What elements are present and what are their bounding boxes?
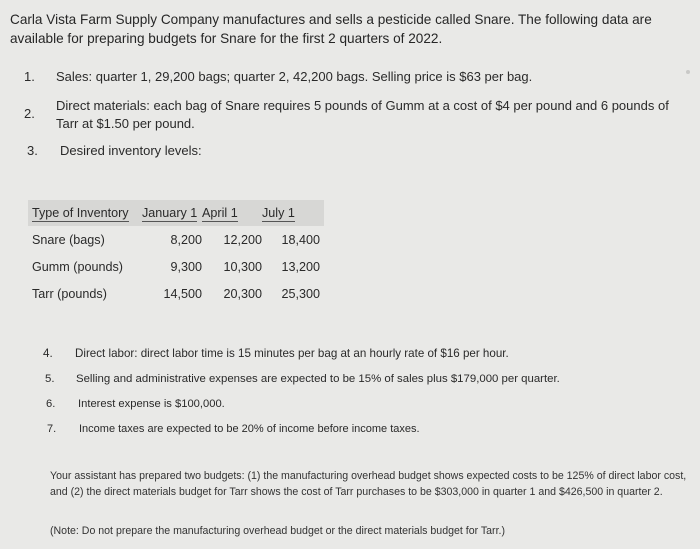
cell-april: 10,300 [223, 259, 262, 274]
item-number: 2. [24, 106, 35, 121]
header-july: July 1 [262, 200, 324, 226]
item-text: Income taxes are expected to be 20% of income before income taxes. [79, 423, 420, 435]
item-text: Selling and administrative expenses are expected to be 15% of sales plus $179,000 per quarter. [76, 373, 560, 385]
cell-type: Gumm (pounds) [32, 259, 123, 274]
item-number: 7. [47, 423, 57, 435]
table-row [28, 226, 324, 253]
cell-type: Tarr (pounds) [32, 286, 107, 301]
item-text: Sales: quarter 1, 29,200 bags; quarter 2, 42,200 bags. Selling price is $63 per bag. [56, 69, 533, 84]
cell-july: 18,400 [281, 232, 320, 247]
cell-july: 13,200 [281, 259, 320, 274]
assistant-note: Your assistant has prepared two budgets: (1) the manufacturing overhead budget shows expected costs to be 125% of direct labor cost, and (2) the direct materials budget for Tarr shows the cost of Tarr purchases to be $303,000 in quarter 1 and $426,500 in quarter 2. [50, 470, 687, 498]
cell-april: 20,300 [223, 286, 262, 301]
item-number: 4. [43, 347, 53, 360]
item-text: Interest expense is $100,000. [78, 398, 225, 410]
list-item-2 [24, 97, 684, 137]
cell-january: 9,300 [170, 259, 202, 274]
header-april: April 1 [202, 200, 262, 226]
header-january: January 1 [142, 200, 202, 226]
table-header-row [28, 200, 324, 226]
cell-april: 12,200 [223, 232, 262, 247]
table-row [28, 253, 324, 280]
item-text: Desired inventory levels: [60, 143, 202, 158]
item-number: 3. [27, 143, 38, 158]
decorative-dot [686, 70, 690, 74]
cell-january: 8,200 [170, 232, 202, 247]
table-row [28, 280, 324, 307]
item-number: 5. [45, 373, 55, 385]
item-number: 6. [46, 398, 56, 410]
header-type: Type of Inventory [28, 200, 142, 226]
cell-type: Snare (bags) [32, 232, 105, 247]
cell-july: 25,300 [281, 286, 320, 301]
item-number: 1. [24, 69, 35, 84]
inventory-table [28, 200, 324, 307]
cell-january: 14,500 [163, 286, 202, 301]
final-note: (Note: Do not prepare the manufacturing overhead budget or the direct materials budget for Tarr.) [50, 525, 506, 537]
item-text: Direct labor: direct labor time is 15 minutes per bag at an hourly rate of $16 per hour. [75, 347, 509, 360]
intro-paragraph: Carla Vista Farm Supply Company manufactures and sells a pesticide called Snare. The following data are available for preparing budgets for Snare for the first 2 quarters of 2022. [10, 12, 652, 46]
item-text: Direct materials: each bag of Snare requires 5 pounds of Gumm at a cost of $4 per pound and 6 pounds of Tarr at $1.50 per pound. [56, 98, 669, 131]
